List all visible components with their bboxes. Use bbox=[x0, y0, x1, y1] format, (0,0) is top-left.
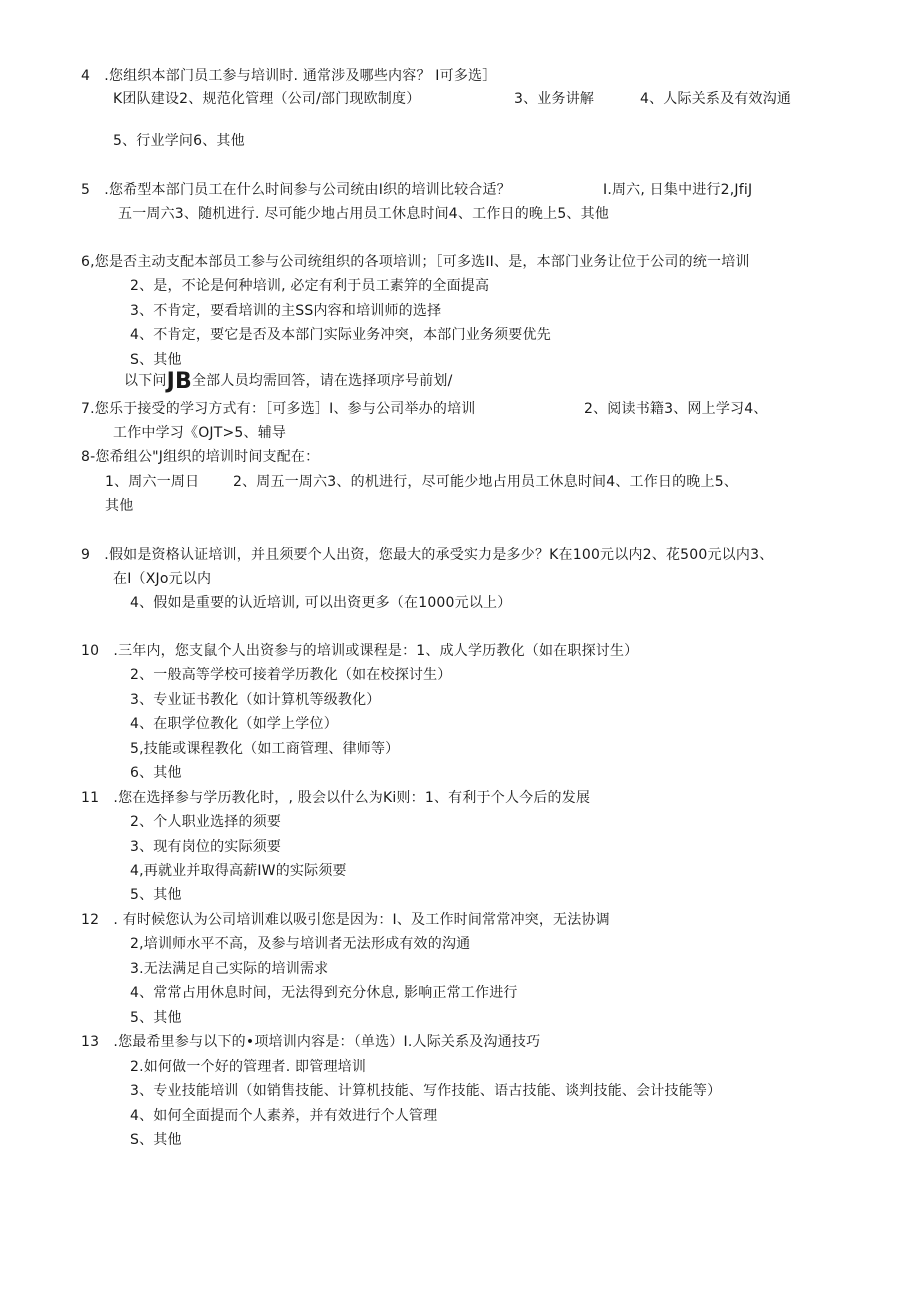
q4-option-b: 3、业务讲解 bbox=[514, 91, 595, 107]
q8-option-a: 1、周六一周日 bbox=[105, 474, 200, 490]
q6-option-4: 4、不肯定，要它是否及本部门实际业务冲突，本部门业务须要优先 bbox=[130, 327, 551, 343]
q9-question: 9 .假如是资格认证培训，并且须要个人出资，您最大的承受实力是多少？K在100元以内2、花500元以内3、 bbox=[81, 547, 774, 563]
q7-option-a: 2、阅读书籍3、网上学习4、 bbox=[584, 401, 768, 417]
q9-option-a: 在I（XJo元以内 bbox=[113, 571, 212, 587]
q11-option-3: 3、现有岗位的实际须要 bbox=[130, 839, 282, 855]
q10-option-5: 5,技能或课程教化（如工商管理、律师等） bbox=[130, 741, 400, 757]
q5-question: 5 .您希型本部门员工在什么时间参与公司统由I织的培训比较合适？ bbox=[81, 182, 511, 198]
q5-option-a: I.周六, 日集中进行2,JfiJ bbox=[603, 182, 753, 198]
q4-option-c: 4、人际关系及有效沟通 bbox=[640, 91, 792, 107]
q6-option-3: 3、不肯定，要看培训的主SS内容和培训师的选择 bbox=[130, 303, 442, 319]
q6-question: 6,您是否主动支配本部员工参与公司统组织的各项培训；［可多选II、是，本部门业务让位于公司的统一培训 bbox=[81, 254, 750, 270]
instruction-note-post: 全部人员均需回答，请在选择项序号前划/ bbox=[191, 373, 453, 389]
q13-option-5: S、其他 bbox=[130, 1132, 182, 1148]
q4-option-d: 5、行业学问6、其他 bbox=[113, 133, 245, 149]
q4-option-a: K团队建设2、规范化管理（公司/部门现欧制度） bbox=[113, 91, 421, 107]
q6-option-2: 2、是，不论是何种培训, 必定有利于员工素笄的全面提高 bbox=[130, 278, 490, 294]
q12-option-4: 4、常常占用休息时间，无法得到充分休息, 影响正常工作进行 bbox=[130, 985, 518, 1001]
q13-option-3: 3、专业技能培训（如销售技能、计算机技能、写作技能、语古技能、谈判技能、会计技能等） bbox=[130, 1083, 722, 1099]
instruction-note-mark: JB bbox=[166, 369, 192, 394]
q10-option-4: 4、在职学位教化（如学上学位） bbox=[130, 716, 338, 732]
q11-option-4: 4,再就业并取得高薪IW的实际须要 bbox=[130, 863, 347, 879]
q7-option-b: 工作中学习《OJT>5、辅导 bbox=[113, 425, 287, 441]
q8-option-b: 2、周五一周六3、的机进行，尽可能少地占用员工休息时间4、工作日的晚上5、 bbox=[233, 474, 739, 490]
q12-question: 12 . 有时候您认为公司培训难以吸引您是因为：I、及工作时间常常冲突，无法协调 bbox=[81, 912, 610, 928]
q12-option-2: 2,培训师水平不高，及参与培训者无法形成有效的沟通 bbox=[130, 936, 471, 952]
instruction-note bbox=[124, 369, 453, 394]
q7-question: 7.您乐于接受的学习方式有：［可多选］I、参与公司举办的培训 bbox=[81, 401, 476, 417]
q9-option-b: 4、假如是重要的认近培训, 可以出资更多（在1000元以上） bbox=[130, 595, 512, 611]
q11-option-2: 2、个人职业选择的须要 bbox=[130, 814, 282, 830]
q13-option-2: 2.如何做一个好的管理者. 即管理培训 bbox=[130, 1059, 367, 1075]
q5-option-b: 五一周六3、随机进行. 尽可能少地占用员工休息时间4、工作日的晚上5、其他 bbox=[118, 206, 610, 222]
q11-option-5: 5、其他 bbox=[130, 887, 182, 903]
q8-option-c: 其他 bbox=[105, 498, 134, 514]
q8-question: 8-您希组公"J组织的培训时间支配在： bbox=[81, 449, 320, 465]
q4-question: 4 .您组织本部门员工参与培训时. 通常涉及哪些内容？ I可多选］ bbox=[81, 68, 497, 84]
q13-question: 13 .您最希里参与以下的•项培训内容是：（单选）I.人际关系及沟通技巧 bbox=[81, 1034, 541, 1050]
q11-question: 11 .您在选择参与学历教化时，, 股会以什么为Ki则：1、有利于个人今后的发展 bbox=[81, 790, 591, 806]
instruction-note-pre: 以下问 bbox=[124, 373, 167, 389]
q13-option-4: 4、如何全面提而个人素养，并有效进行个人管理 bbox=[130, 1108, 438, 1124]
q10-question: 10 .三年内，您支鼠个人出资参与的培训或课程是：1、成人学历教化（如在职探讨生） bbox=[81, 643, 639, 659]
q12-option-5: 5、其他 bbox=[130, 1010, 182, 1026]
q10-option-2: 2、一般高等学校可接着学历教化（如在校探讨生） bbox=[130, 667, 452, 683]
q6-option-5: S、其他 bbox=[130, 352, 182, 368]
q10-option-3: 3、专业证书教化（如计算机等级教化） bbox=[130, 692, 381, 708]
q10-option-6: 6、其他 bbox=[130, 765, 182, 781]
q12-option-3: 3.无法满足自己实际的培训需求 bbox=[130, 961, 329, 977]
